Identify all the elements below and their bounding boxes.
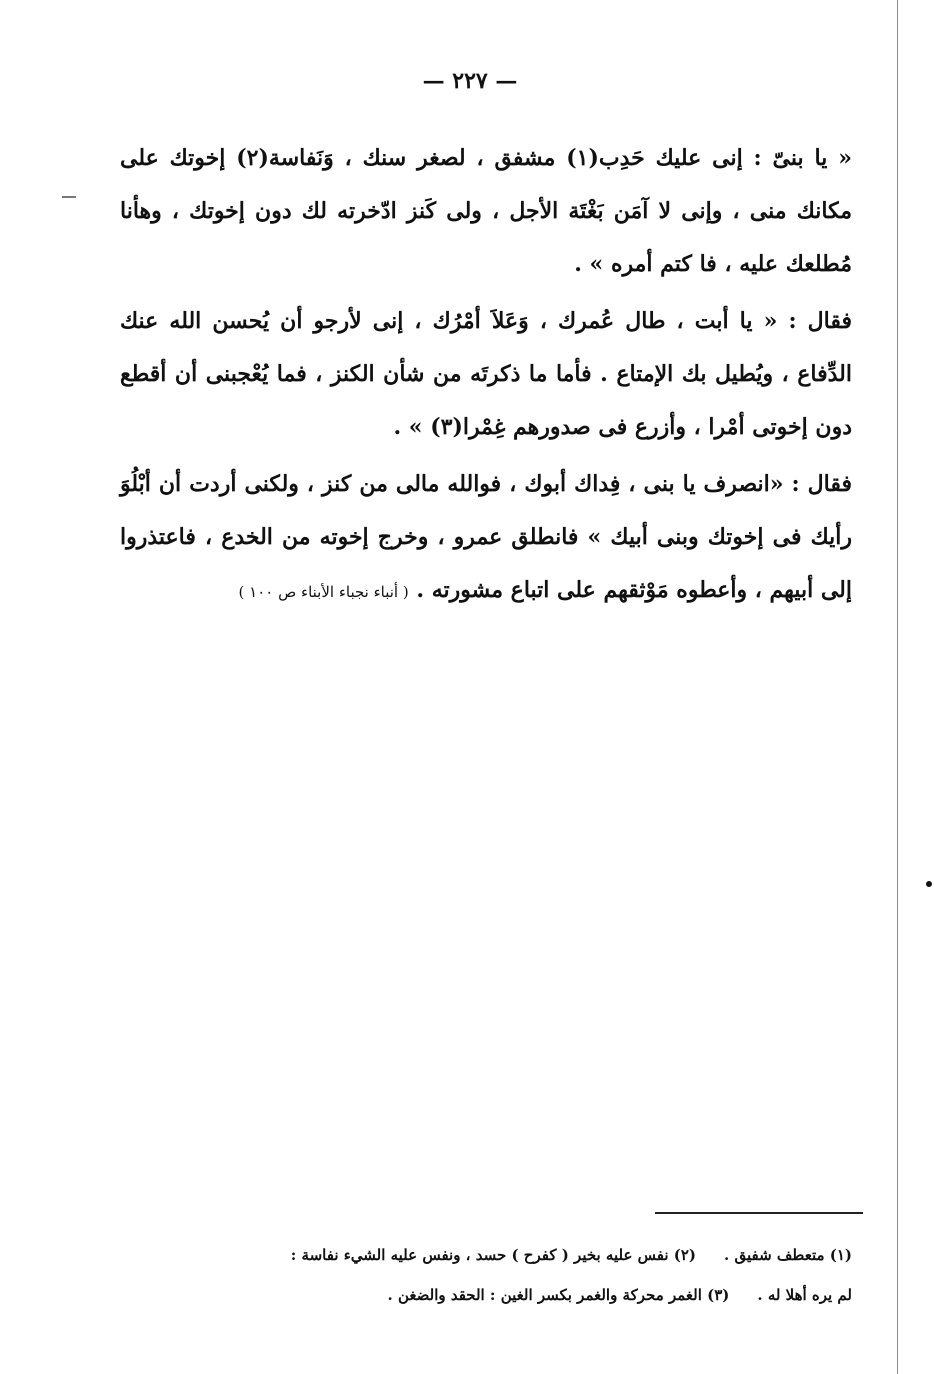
footnote-3: (٣) الغمر محركة والغمر بكسر الغين : الحقد والضغن .: [387, 1286, 730, 1304]
footnotes: [120, 1235, 852, 1315]
footnote-2: (٢) نفس عليه بخير ( كفرح ) حسد ، ونفس عليه الشيء نفاسة :: [290, 1246, 697, 1264]
margin-dot: [926, 881, 932, 887]
paragraph-text: فقال : «انصرف يا بنى ، فِداك أبوك ، فوالله مالى من كنز ، ولكنى أردت أن أبْلُوَ رأيك فى إخوتك وبنى أبيك » فانطلق عمرو ، وخرج إخوته من الخدع ، فاعتذروا إلى أبيهم ، وأعطوه مَوْثقهم على اتباع مشورته .: [120, 471, 852, 603]
margin-mark: [62, 196, 76, 198]
footnote-separator: [655, 1212, 863, 1214]
footnote-2-continued: لم يره أهلا له .: [757, 1286, 852, 1304]
paragraph: « يا بنىّ : إنى عليك حَدِب(١) مشفق ، لصغر سنك ، وَنَفاسة(٢) إخوتك على مكانك منى ، وإنى لا آمَن بَغْتَة الأجل ، ولى كَنز ادّخرته لك دون إخوتك ، وهأنا مُطلعك عليه ، فا كتم أمره » .: [120, 145, 852, 277]
footnote-line: [120, 1275, 852, 1315]
source-citation: ( أنباء نجباء الأبناء ص ١٠٠ ): [238, 583, 409, 601]
paragraph-with-citation: [120, 458, 852, 619]
main-text: [120, 132, 852, 619]
footnote-1: (١) متعطف شفيق .: [724, 1246, 852, 1264]
page-edge-line: [897, 0, 898, 1374]
footnote-line: [120, 1235, 852, 1275]
page-number: — ٢٢٧ —: [422, 68, 518, 94]
paragraph: فقال : « يا أبت ، طال عُمرك ، وَعَلاَ أمْرُك ، إنى لأرجو أن يُحسن الله عنك الدِّفاع ، ويُطيل بك الإمتاع . فأما ما ذكرتَه من شأن الكنز ، فما يُعْجبنى أن أقطع دون إخوتى أمْرا ، وأزرع فى صدورهم غِمْرا(٣) » .: [120, 308, 852, 440]
